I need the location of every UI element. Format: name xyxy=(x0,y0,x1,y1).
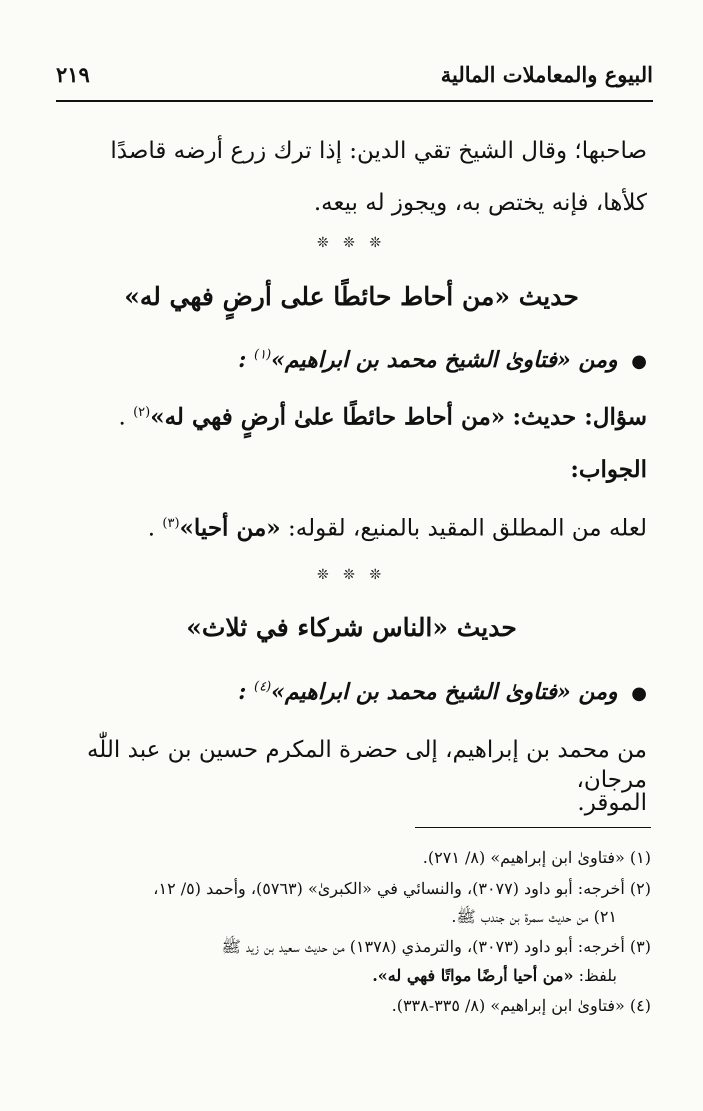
footnote-3-line-1: (٣) أخرجه: أبو داود (٣٠٧٣)، والترمذي (١٣٧٨) من حديث سعيد بن زيد ﷺ xyxy=(221,937,651,956)
bullet-icon: ● xyxy=(631,351,647,372)
question-label: سؤال: حديث: xyxy=(512,403,647,431)
footnote-4: (٤) «فتاوىٰ ابن إبراهيم» (٨/ ٣٣٥-٣٣٨). xyxy=(391,996,651,1015)
source-suffix: : xyxy=(238,679,247,705)
letter-line-1: من محمد بن إبراهيم، إلى حضرة المكرم حسين بن عبد اللّٰه مرجان، xyxy=(86,737,647,793)
section1-heading: حديث «من أحاط حائطًا على أرضٍ فهي له» xyxy=(124,282,579,311)
footnote-3-line-2 xyxy=(40,963,651,989)
chapter-title: البيوع والمعاملات المالية xyxy=(440,62,653,87)
source-prefix: ومن xyxy=(578,679,618,705)
question-text: «من أحاط حائطًا علىٰ أرضٍ فهي له» xyxy=(150,403,506,431)
footnote-1: (١) «فتاوىٰ ابن إبراهيم» (٨/ ٢٧١). xyxy=(422,848,651,867)
source-title: «فتاوىٰ الشيخ محمد بن ابراهيم» xyxy=(271,347,571,373)
section-separator: ❊ ❊ ❊ xyxy=(316,567,387,583)
answer-end: . xyxy=(147,515,156,542)
footnote-ref: (٢) xyxy=(133,405,151,420)
answer-text: لعله من المطلق المقيد بالمنيع، لقوله: xyxy=(287,515,647,542)
section-separator: ❊ ❊ ❊ xyxy=(316,235,387,251)
section2-heading: حديث «الناس شركاء في ثلاث» xyxy=(186,613,517,642)
page-number: ٢١٩ xyxy=(56,62,90,87)
answer-quote: «من أحيا» xyxy=(179,514,281,542)
header-rule xyxy=(56,100,653,102)
letter-line-2: الموقر. xyxy=(577,790,647,816)
question-line xyxy=(52,398,647,433)
footnote-3-prefix: بلفظ: xyxy=(578,966,617,985)
source-prefix: ومن xyxy=(578,347,618,373)
source-title: «فتاوىٰ الشيخ محمد بن ابراهيم» xyxy=(271,679,571,705)
footnote-2-line-1: (٢) أخرجه: أبو داود (٣٠٧٧)، والنسائي في «الكبرىٰ» (٥٧٦٣)، وأحمد (٥/ ١٢، xyxy=(153,879,651,898)
footnote-ref: (٣) xyxy=(162,516,180,531)
footnote-ref: (٤) xyxy=(254,679,272,695)
footnote-3-quote: «من أحيا أرضًا مواتًا فهي له». xyxy=(372,966,574,985)
answer-line xyxy=(52,509,647,544)
bullet-icon: ● xyxy=(631,683,647,704)
footnote-rule xyxy=(415,827,651,828)
footnote-ref: (١) xyxy=(254,347,272,363)
source-suffix: : xyxy=(238,347,247,373)
question-end: . xyxy=(118,404,126,431)
page-header xyxy=(56,62,653,87)
section1-source xyxy=(52,347,647,373)
section2-source xyxy=(52,679,647,705)
answer-label: الجواب: xyxy=(570,456,647,483)
footnote-2-line-2: ٢١) من حديث سمرة بن جندب ﷺ. xyxy=(451,907,617,926)
opening-paragraph: صاحبها؛ وقال الشيخ تقي الدين: إذا ترك زرع أرضه قاصدًا كلأها، فإنه يختص به، ويجوز له بيعه. xyxy=(110,138,647,216)
